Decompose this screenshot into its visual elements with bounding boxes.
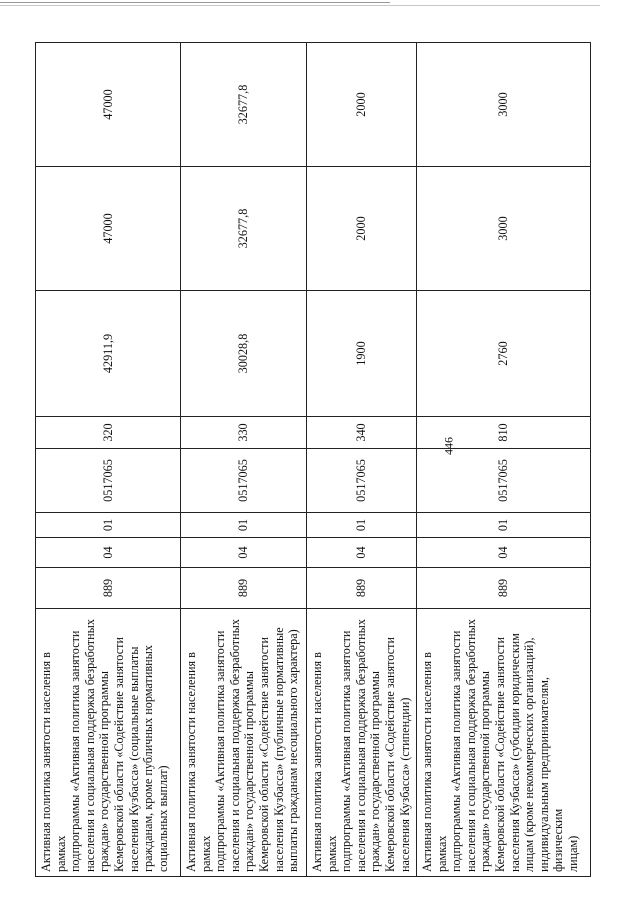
cell-csr: 0517065 bbox=[417, 449, 591, 513]
cell-value-1: 2760 bbox=[417, 291, 591, 417]
row-description: Активная политика занятости населения в рамках подпрограммы «Активная политика занятости населения и социальная поддержка безработных граждан» государственной программы Кемеровской области «Содействие занятости населения Кузбасса» (социальные выплаты гражданам, кроме публичных нормативных социальных выплат) bbox=[36, 609, 181, 877]
row-description: Активная политика занятости населения в рамках подпрограммы «Активная политика занятости населения и социальная поддержка безработных граждан» государственной программы Кемеровской области «Содействие занятости населения Кузбасса» (стипендии) bbox=[307, 609, 417, 877]
cell-pr: 01 bbox=[181, 513, 307, 538]
table-row bbox=[307, 43, 417, 877]
cell-ved: 889 bbox=[417, 568, 591, 609]
table-row bbox=[181, 43, 307, 877]
cell-pr: 01 bbox=[417, 513, 591, 538]
table-row bbox=[36, 43, 181, 877]
cell-vr: 320 bbox=[36, 417, 181, 449]
table-rotated-wrapper bbox=[35, 43, 590, 877]
cell-value-1: 1900 bbox=[307, 291, 417, 417]
cell-csr: 0517065 bbox=[36, 449, 181, 513]
scan-edge-line bbox=[0, 2, 390, 3]
cell-value-2: 3000 bbox=[417, 167, 591, 291]
cell-pr: 01 bbox=[36, 513, 181, 538]
cell-value-2: 2000 bbox=[307, 167, 417, 291]
cell-rz: 04 bbox=[307, 538, 417, 568]
cell-csr: 0517065 bbox=[181, 449, 307, 513]
cell-value-3: 2000 bbox=[307, 43, 417, 167]
budget-table bbox=[35, 42, 591, 877]
cell-value-2: 47000 bbox=[36, 167, 181, 291]
cell-value-3: 32677,8 bbox=[181, 43, 307, 167]
row-description: Активная политика занятости населения в рамках подпрограммы «Активная политика занятости населения и социальная поддержка безработных граждан» государственной программы Кемеровской области «Содействие занятости населения Кузбасса» (публичные нормативные выплаты гражданам несоциального характера) bbox=[181, 609, 307, 877]
page-number: 446 bbox=[441, 437, 456, 455]
cell-rz: 04 bbox=[417, 538, 591, 568]
cell-rz: 04 bbox=[36, 538, 181, 568]
cell-ved: 889 bbox=[181, 568, 307, 609]
scan-edge-line-faint bbox=[0, 5, 600, 6]
cell-vr: 810 bbox=[417, 417, 591, 449]
cell-vr: 340 bbox=[307, 417, 417, 449]
cell-rz: 04 bbox=[181, 538, 307, 568]
cell-ved: 889 bbox=[36, 568, 181, 609]
cell-value-3: 3000 bbox=[417, 43, 591, 167]
cell-vr: 330 bbox=[181, 417, 307, 449]
row-description: Активная политика занятости населения в рамках подпрограммы «Активная политика занятости населения и социальная поддержка безработных граждан» государственной программы Кемеровской области «Содействие занятости населения Кузбасса» (субсидии юридическим лицам (кроме некоммерческих организаций), индивидуальным предпринимателям, физическим лицам) bbox=[417, 609, 591, 877]
cell-pr: 01 bbox=[307, 513, 417, 538]
cell-value-1: 30028,8 bbox=[181, 291, 307, 417]
table-row bbox=[417, 43, 591, 877]
cell-ved: 889 bbox=[307, 568, 417, 609]
cell-csr: 0517065 bbox=[307, 449, 417, 513]
cell-value-1: 42911,9 bbox=[36, 291, 181, 417]
cell-value-3: 47000 bbox=[36, 43, 181, 167]
cell-value-2: 32677,8 bbox=[181, 167, 307, 291]
